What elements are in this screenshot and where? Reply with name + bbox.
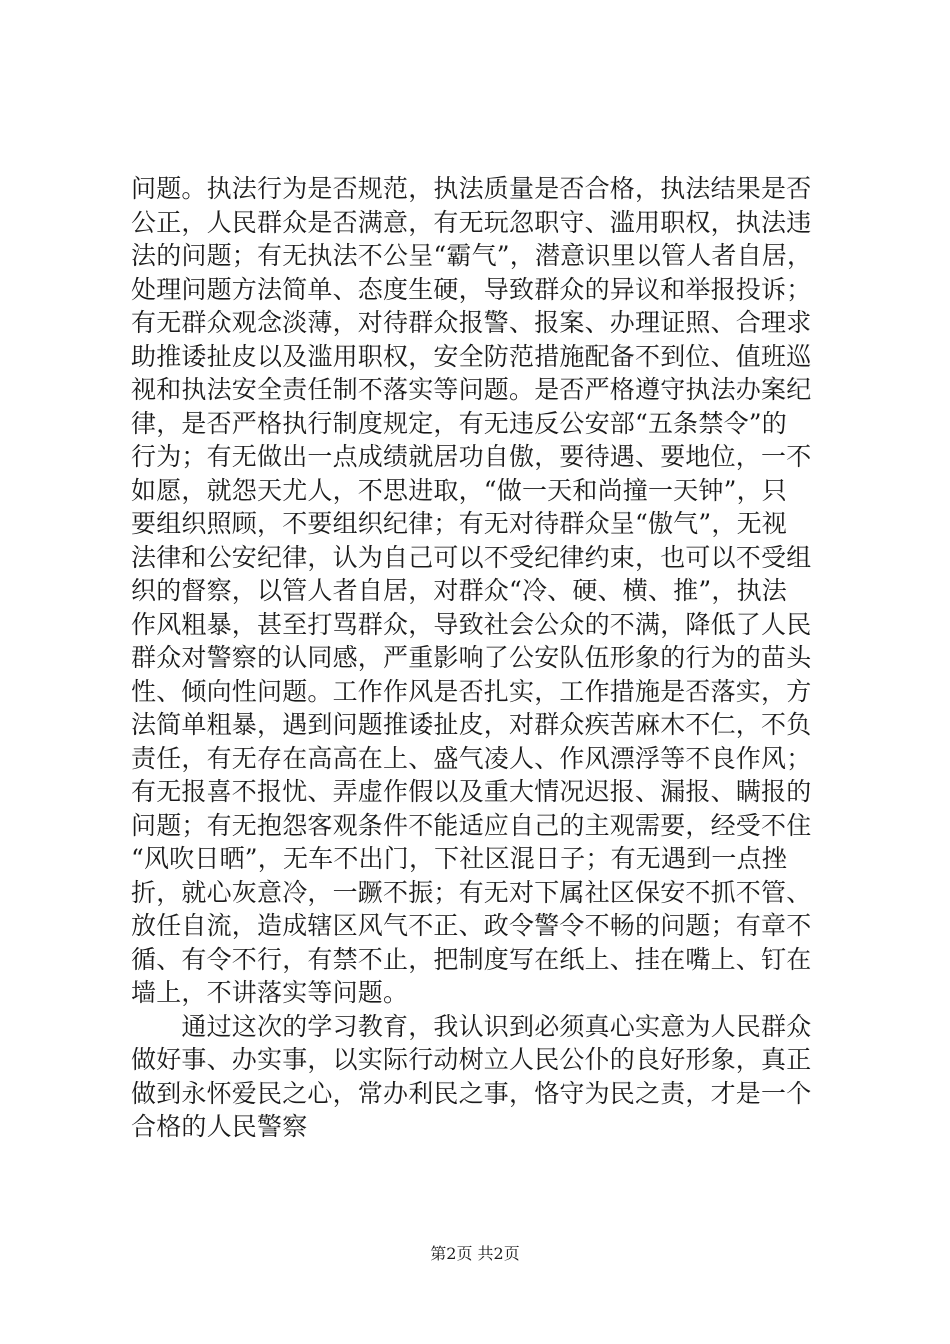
text-line: 放任自流，造成辖区风气不正、政令警令不畅的问题；有章不 (131, 911, 812, 940)
text-line: 责任，有无存在高高在上、盛气凌人、作风漂浮等不良作风； (131, 743, 812, 773)
text-line: 织的督察，以管人者自居，对群众“冷、硬、横、推”，执法 (131, 576, 787, 605)
text-line: 做到永怀爱民之心，常办利民之事，恪守为民之责，才是一个 (131, 1078, 812, 1108)
text-line: 折，就心灰意冷，一蹶不振；有无对下属社区保安不抓不管、 (131, 877, 812, 907)
text-line: 视和执法安全责任制不落实等问题。是否严格遵守执法办案纪 (131, 375, 812, 404)
text-line: 问题。执法行为是否规范，执法质量是否合格，执法结果是否 (131, 174, 812, 203)
text-line: 有无群众观念淡薄，对待群众报警、报案、办理证照、合理求 (131, 308, 812, 337)
text-line: 作风粗暴，甚至打骂群众，导致社会公众的不满，降低了人民 (131, 609, 812, 639)
text-line: 法简单粗暴，遇到问题推诿扯皮，对群众疾苦麻木不仁，不负 (131, 710, 812, 739)
text-line: 群众对警察的认同感，严重影响了公安队伍形象的行为的苗头 (131, 643, 812, 672)
document-body (131, 172, 831, 1144)
text-line: 法律和公安纪律，认为自己可以不受纪律约束，也可以不受组 (131, 542, 812, 572)
text-line: 助推诿扯皮以及滥用职权，安全防范措施配备不到位、值班巡 (131, 341, 812, 371)
text-line: 合格的人民警察 (131, 1112, 308, 1141)
text-line: 律，是否严格执行制度规定，有无违反公安部“五条禁令”的 (131, 408, 787, 438)
text-line: 通过这次的学习教育，我认识到必须真心实意为人民群众 (131, 1011, 812, 1041)
text-line: 问题；有无抱怨客观条件不能适应自己的主观需要，经受不住 (131, 810, 812, 840)
text-line: 有无报喜不报忧、弄虚作假以及重大情况迟报、漏报、瞒报的 (131, 777, 812, 806)
text-line: 行为；有无做出一点成绩就居功自傲，要待遇、要地位，一不 (131, 442, 812, 471)
text-line: “风吹日晒”，无车不出门，下社区混日子；有无遇到一点挫 (131, 844, 787, 873)
text-line: 做好事、办实事，以实际行动树立人民公仆的良好形象，真正 (131, 1045, 812, 1074)
text-line: 循、有令不行，有禁不止，把制度写在纸上、挂在嘴上、钉在 (131, 944, 812, 974)
text-line: 法的问题；有无执法不公呈“霸气”，潜意识里以管人者自居， (131, 241, 813, 270)
text-line: 性、倾向性问题。工作作风是否扎实，工作措施是否落实，方 (131, 676, 812, 706)
text-line: 公正，人民群众是否满意，有无玩忽职守、滥用职权，执法违 (131, 207, 812, 237)
text-line: 处理问题方法简单、态度生硬，导致群众的异议和举报投诉； (131, 274, 812, 304)
text-line: 要组织照顾，不要组织纪律；有无对待群众呈“傲气”，无视 (131, 509, 787, 538)
text-line: 墙上，不讲落实等问题。 (131, 978, 409, 1007)
page-number-footer: 第2页 共2页 (430, 1244, 520, 1263)
text-line: 如愿，就怨天尤人，不思进取，“做一天和尚撞一天钟”，只 (131, 475, 787, 505)
